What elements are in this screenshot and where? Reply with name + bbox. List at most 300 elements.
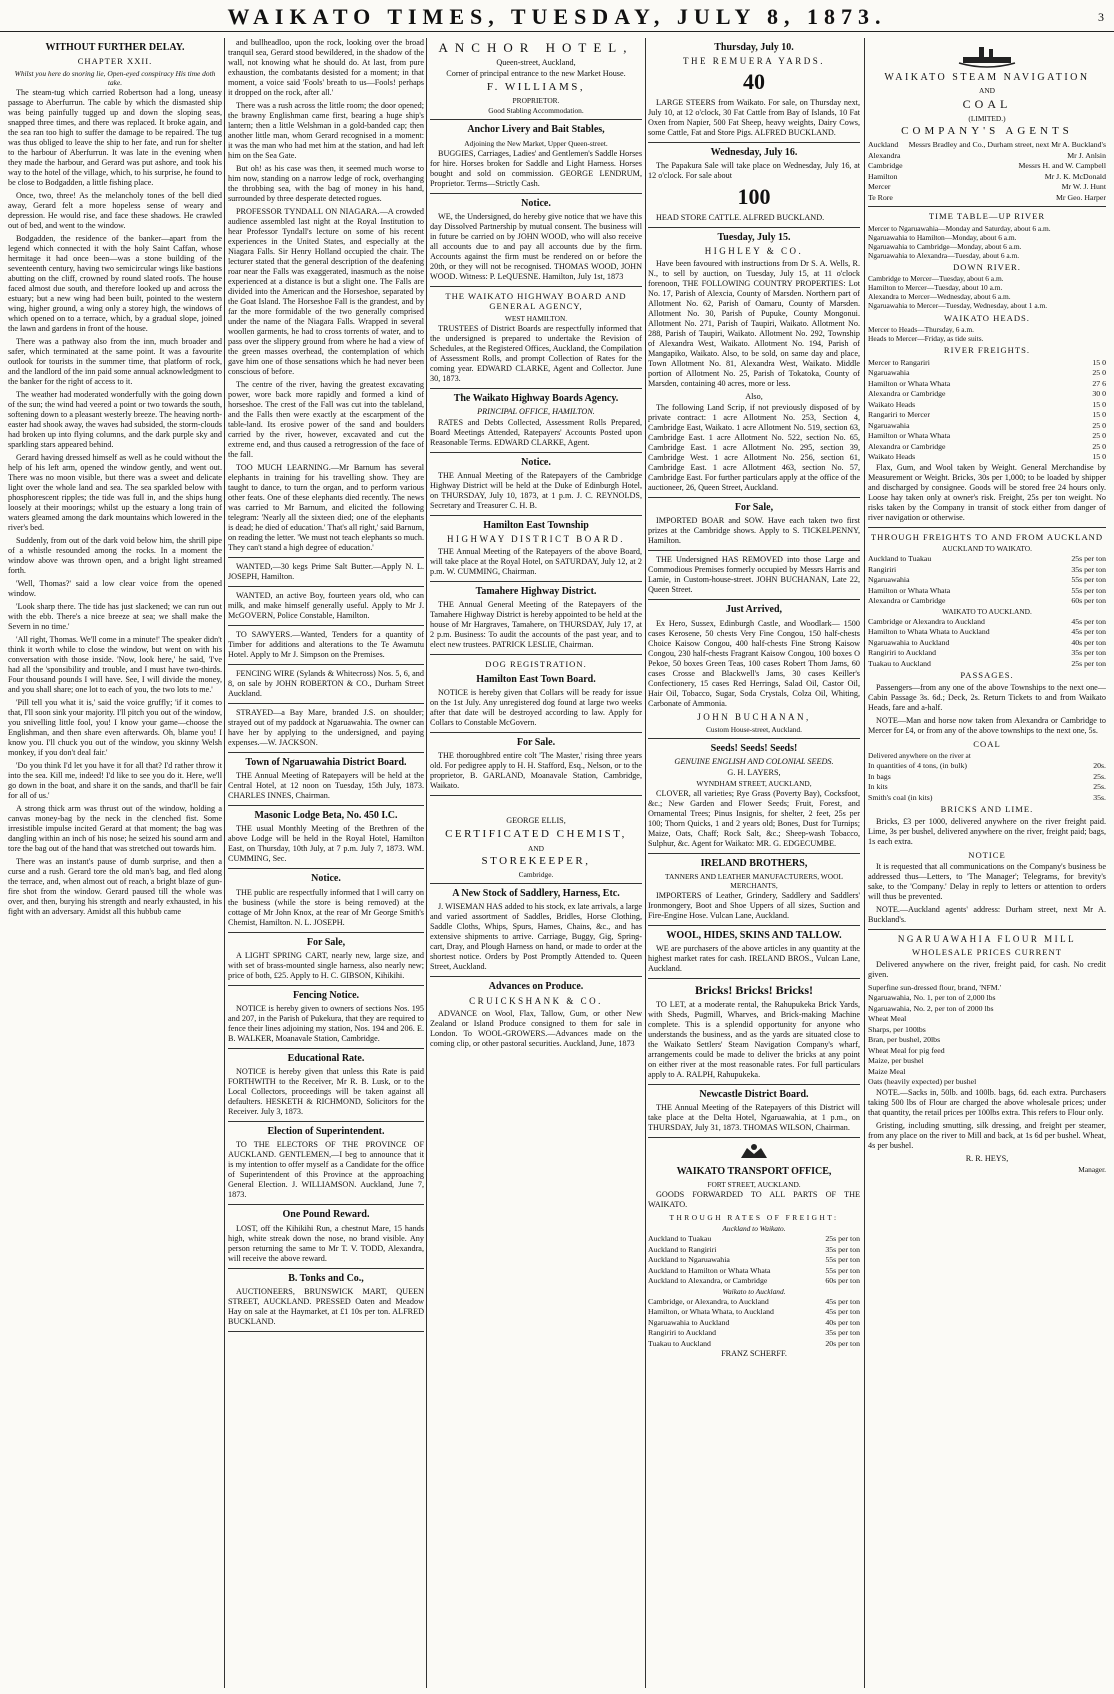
freight-row (868, 575, 1106, 585)
timetable-list (868, 325, 1106, 343)
seeds-text: CLOVER, all varieties; Rye Grass (Poverty Bay), Cocksfoot, &c.; New Garden and Flower Seeds; Fruit, Forest, and Ornamental Trees; Pinus Insignis, for shelter, 2 feet, 25s per 100; Thorn Quicks, 1 and 2 years old; Bones, Dust for Turnips; Maize, Oats, Chaff; Rock Salt, &c.; Sheep-wash Tobacco, Sulphur, &c. Agent for Waikato: MR. G. EDGECUMBE. (648, 788, 860, 848)
ad-heading: One Pound Reward. (282, 1209, 370, 1221)
divider (228, 932, 424, 933)
agent-row (868, 193, 1106, 203)
rate-row (648, 1234, 860, 1244)
rate-row (648, 1328, 860, 1338)
freight-row-value: 25 0 (1092, 368, 1106, 378)
ad-text: WANTED, an active Boy, fourteen years old, who can milk, and make himself generally useful. Apply to Mr J. McGOVERN, Police Constable, Hamilton. (228, 591, 424, 620)
flour-row (868, 1077, 1106, 1087)
rate-row-label: Auckland to Rangiriri (648, 1244, 717, 1254)
freight-row-label: Ngaruawahia (868, 420, 910, 430)
advances-firm: CRUICKSHANK & CO. (469, 995, 603, 1006)
auction-date-heading: Wednesday, July 16. (710, 146, 798, 158)
freight-row (868, 410, 1106, 420)
ad-text: TO THE ELECTORS OF THE PROVINCE OF AUCKLAND. GENTLEMEN,—I beg to announce that it is my intention to offer myself as a Candidate for the office of Superintendent of this Province at the approaching General Election. J. WILLIAMSON. Auckland, June 7, 1873. (228, 1140, 424, 1200)
divider (430, 976, 642, 977)
ad-text: THE usual Monthly Meeting of the Brethren of the above Lodge will be held in the Royal Hotel, Hamilton East, on Thursday, 10th July, at 7 p.m. July 7, 1873. WM. CUMMING, Sec. (228, 824, 424, 864)
coal-row (868, 793, 1106, 803)
agent-row (868, 140, 1106, 150)
river-freights-heading: RIVER FREIGHTS. (943, 345, 1031, 356)
freight-row-value: 25s per ton (1071, 554, 1106, 564)
freight-row-value: 60s per ton (1071, 596, 1106, 606)
ireland-text: IMPORTERS of Leather, Grindery, Saddlery and Saddlers' Ironmongery, Boot and Shoe Uppers of all sizes, Suction and Fire-Engine Hose. Vulcan Lane, Auckland. (648, 891, 860, 920)
wool-text: WE are purchasers of the above articles in any quantity at the highest market rates for cash. IRELAND BROS., Vulcan Lane, Auckland. (648, 944, 860, 974)
rate-row (648, 1307, 860, 1317)
freight-row-value: 25s per ton (1071, 658, 1106, 668)
ad-text: NOTICE is hereby given to owners of sections Nos. 195 and 207, in the Parish of Pukekura, that they are required to fence their lines adjoining my station, Nos. 194 and 206. E. B. WALKER, Moanavale Station, Cambridge. (228, 1003, 424, 1043)
freight-row-label: Alexandra or Cambridge (868, 441, 946, 451)
classified-ads-list (228, 562, 424, 1332)
ad-heading: Educational Rate. (287, 1052, 365, 1064)
freight-row-value: 15 0 (1092, 452, 1106, 462)
divider (430, 581, 642, 582)
rate-row (648, 1318, 860, 1328)
rate-row-value: 35s per ton (825, 1328, 860, 1338)
freight-row-value: 45s per ton (1071, 627, 1106, 637)
agent-row-value: Mr W. J. Hunt (1061, 182, 1106, 192)
rate-row (648, 1339, 860, 1349)
removal-notice: THE Undersigned HAS REMOVED into those Large and Commodious Premises formerly occupied by Messrs Harris and Lamie, in Custom-house-street. JOHN BUCHANAN, Late 22, Queen Street. (648, 555, 860, 595)
freight-row-label: Alexandra or Cambridge (868, 596, 946, 606)
divider (430, 732, 642, 733)
coal-row-label: In quantities of 4 tons, (in bulk) (868, 761, 967, 771)
agent-row-value: Messrs H. and W. Campbell (1018, 161, 1106, 171)
divider (228, 1204, 424, 1205)
auction-date-heading: Thursday, July 10. (714, 42, 794, 53)
for-sale-heading: For Sale, (734, 502, 774, 514)
chemist-name: GEORGE ELLIS, (506, 816, 566, 826)
story-paragraph: 'Look sharp there. The tide has just slackened; we can run out with the ebb. There's a nice breeze at sea; we shall make the Severn in no time.' (8, 601, 222, 631)
freight-row-label: Hamilton to Whata Whata to Auckland (868, 627, 990, 637)
livery-text: BUGGIES, Carriages, Ladies' and Gentlemen's Saddle Horses for hire. Horses broken for Saddle and Light Harness. Horses bought and sold on commission. GEORGE LENDRUM, Proprietor. Terms—Strictly Cash. (430, 148, 642, 188)
ad-text: STRAYED—a Bay Mare, branded J.S. on shoulder; strayed out of my paddock at Ngaruawahia. The owner can have her by applying to the undersigned, and paying expenses.—W. JACKSON. (228, 708, 424, 747)
freight-row (868, 368, 1106, 378)
freight-row (868, 421, 1106, 431)
epigraph: Whilst you here do snoring lie, Open-eyed conspiracy His time doth take. (14, 68, 216, 87)
freight-row (868, 648, 1106, 658)
freight-row-label: Waikato Heads (868, 399, 916, 409)
rate-row-label: Auckland to Alexandra, or Cambridge (648, 1276, 768, 1286)
story-paragraph: Bodgadden, the residence of the banker—apart from the legend which connected it with the holy Saint Caffan, whose hermitage it had once been—was a stone building of the seventeenth century, having two semicircular wings like bastions abutting on the cliff, crowned by round slated roofs. The house faced almost due south, and therefore looked up and across the estuary; but a new wing had been built, pointed to the western wing, higher ground, a wing only a storey high, the windows of which opened on to a terrace, which, by a gradual slope, joined the lawn and gardens in front of the house. (8, 233, 222, 333)
through-freights-heading: THROUGH FREIGHTS TO AND FROM AUCKLAND (870, 531, 1104, 542)
rate-row-value: 40s per ton (825, 1317, 860, 1327)
seeds-address: WYNDHAM STREET, AUCKLAND, (696, 778, 812, 788)
timetable-row: Ngaruawahia to Mercer—Tuesday, Wednesday, about 1 a.m. (868, 301, 1048, 311)
divider (228, 1331, 424, 1332)
freight-row-label: Hamilton or Whata Whata (868, 378, 951, 388)
divider (868, 206, 1106, 207)
masthead (0, 0, 1114, 32)
ad-text: A LIGHT SPRING CART, nearly new, large size, and with set of brass-mounted single harness, also nearly new; price of both, £25. Apply to H. C. GIBSON, Kihikihi. (228, 950, 424, 980)
divider (648, 142, 860, 143)
coal-row (868, 782, 1106, 792)
company-heading: WAIKATO STEAM NAVIGATION (884, 72, 1090, 83)
freight-row-label: Hamilton or Whata Whata (868, 585, 951, 595)
divider (430, 286, 642, 287)
freight-row (868, 638, 1106, 648)
freight-row (868, 358, 1106, 368)
freight-row-value: 55s per ton (1071, 575, 1106, 585)
agents-heading: COMPANY'S AGENTS (901, 124, 1073, 137)
ad-text: THE public are respectfully informed that I will carry on the business (while the store is being removed) at the cottage of Mr John Knox, at the rear of Mr George Smith's Chemist, Hamilton. N. L. JOSEPH. (228, 887, 424, 927)
merchant-name: JOHN BUCHANAN, (697, 711, 811, 722)
auction-text: Have been favoured with instructions from Dr S. A. Wells, R. N., to sell by auction, on Tuesday, July 15, at 11 o'clock forenoon, THE FOLLOWING COUNTRY PROPERTIES: Lot No. 17, Parish of Alexcia, County of Marsden. Northern part of Allotment No. 62, Parish of Oamaru, County of Marsden. Allotment No. 30, Parish of Pupuke, County Mongonui. Allotment No. 271, Parish of Taupiri, Waikato. Allotment No. 288, Parish of Taupiri, Waikato. Allotment No. 292, Township of Alexandra West, Waikato. Allotment No. 194, Parish of Mangapiko, Waikato. Also, to be sold, on same day and place, Town Allotment No. 81, Alexandra West, Waikato. Middle portion of Allotment No. 25, Parish of Tokatoka, County of Marsden, containing 40 acres, more or less. (648, 259, 860, 389)
agent-row (868, 161, 1106, 171)
freight-row-value: 27 6 (1092, 378, 1106, 388)
dog-heading: DOG REGISTRATION. (485, 659, 587, 670)
rate-row-label: Auckland to Ngaruawahia (648, 1255, 730, 1265)
divider (648, 1137, 860, 1138)
freight-row-value: 55s per ton (1071, 585, 1106, 595)
flour-row (868, 1067, 1106, 1077)
coal-heading: COAL (973, 738, 1001, 749)
divider (648, 497, 860, 498)
agent-row-value: Mr J. K. McDonald (1044, 171, 1106, 181)
divider (228, 985, 424, 986)
freight-row (868, 452, 1106, 462)
story-paragraph: The steam-tug which carried Robertson had a long, uneasy passage to Aberfurrun. The cable by which the dismasted ship was being painfully tugged up and down the sloping seas, snapped three times, and there was replaced. It broke again, and the sea ran too high to suffer the damage to be repaired. The tug was thus obliged to leave the ship to her fate, and run for shelter to the harbour of Aberfurrun. It was late in the evening when they made the harbour, and Gerard was put ashore, and took his way to the hotel of the village, which, to his surprise, he found to be close to Bodgadden, a little fishing place. (8, 87, 222, 187)
bricks-lime-text: Bricks, £3 per 1000, delivered anywhere on the river freight paid. Lime, 3s per bushel, delivered anywhere on the river, freight paid; bags, 1s each extra. (868, 816, 1106, 846)
transport-text: GOODS FORWARDED TO ALL PARTS OF THE WAIKATO. (648, 1190, 860, 1210)
divider (430, 119, 642, 120)
flour-row (868, 983, 1106, 993)
hotel-proprietor: PROPRIETOR. (512, 96, 560, 106)
column-1-serial-story (8, 38, 222, 1690)
notice-heading: NOTICE (968, 849, 1006, 860)
divider (648, 853, 860, 854)
flour-row (868, 1004, 1106, 1014)
manager-title: Manager. (1078, 1164, 1106, 1174)
freight-text: Flax, Gum, and Wool taken by Weight. General Merchandise by Measurement or Weight. Bricks, 30s per 1,000; to be loaded by shipper and discharged by consignee. Goods will be stored free 24 hours only. Loose hay taken only at owner's risk. Freight, 25s per ton weight. No risks taken by the Company in transit of stock either from danger of river navigation or otherwise. (868, 462, 1106, 522)
ad-text: LOST, off the Kihikihi Run, a chestnut Mare, 15 hands high, white streak down the nose, no brand visible. Any person returning the same to Mr T. V. TODD, Alexandra, will receive the above reward. (228, 1223, 424, 1263)
column-rule (224, 38, 225, 1688)
freight-row (868, 586, 1106, 596)
agent-row-label: Te Rore (868, 192, 893, 202)
rate-row-label: Tuakau to Auckland (648, 1338, 711, 1348)
merchant-address: Custom House-street, Auckland. (705, 724, 803, 734)
divider (868, 527, 1106, 528)
divider (648, 227, 860, 228)
for-sale-text: IMPORTED BOAR and SOW. Have each taken two first prizes at the Cambridge shows. Apply to S. TICKELPENNY, Hamilton. (648, 516, 860, 546)
timetable-list (868, 224, 1106, 260)
timetable-row: Mercer to Heads—Thursday, 6 a.m. (868, 324, 975, 334)
timetable-row: Mercer to Ngaruawahia—Monday and Saturday, about 6 a.m. (868, 223, 1051, 233)
flour-row-label: Maize, per bushel (868, 1056, 924, 1065)
flour-row-label: Sharps, per 100lbs (868, 1024, 926, 1034)
freight-row-label: Rangariri to Mercer (868, 410, 930, 420)
coal-row-value: 25s. (1093, 782, 1106, 792)
story-paragraph: Suddenly, from out of the dark void below him, the shrill pipe of a whistle resounded among the rocks. In a moment the window above was thrown open, and a bright light streamed forth. (8, 535, 222, 575)
column-5-steam-navigation (868, 38, 1106, 1690)
divider (228, 1121, 424, 1122)
ad-heading: Fencing Notice. (292, 989, 360, 1001)
hotel-text: Corner of principal entrance to the new Market House. (446, 68, 626, 78)
notice-text: WE, the Undersigned, do hereby give notice that we have this day Dissolved Partnership by mutual consent. The business will in future be carried on by JOHN WOOD, who will also receive all accounts due to and pay all accounts due by the firm. Accounts against the firm must be rendered on or before the 20th, or they will not be recognised. THOMAS WOOD, JOHN WOOD. Witness: P. LeQUESNE. Hamilton, July 1st, 1873 (430, 211, 642, 281)
story-paragraph: 'Do you think I'd let you have it for all that? I'd rather throw it into the sea. Kill me, indeed! I'd like to see you do it. Here, we'll go down in the boat, and share it on the sands, and that'll be fair for all of us.' (8, 760, 222, 800)
auction-text: The following Land Scrip, if not previously disposed of by private contract: 1 acre Allotment No. 253, Section 4, Cambridge East, Waikato. 1 acre Allotment No. 519, section 63, Cambridge East. 1 acre Allotment No. 522, section No. 65, Cambridge East. 1 acre Allotment No. 295, section 39, Cambridge West. 1 acre Allotment No. 256, section 61, Cambridge East. 1 acre Allotment 463, section No. 57, Cambridge East. For further particulars apply at the office of the auctioneer, 26, Queen Street, Auckland. (648, 403, 860, 493)
chemist-town: Cambridge. (518, 870, 554, 880)
agency-text: RATES and Debts Collected, Assessment Rolls Prepared, Board Meetings Attended, Ratepayers' Accounts Posted upon Reasonable Terms. EDWARD CLARKE, Agent. (430, 417, 642, 447)
freight-row-value: 15 0 (1092, 410, 1106, 420)
freight-row (868, 400, 1106, 410)
wool-heading: WOOL, HIDES, SKINS AND TALLOW. (666, 930, 842, 941)
livery-heading: Anchor Livery and Bait Stables, (467, 124, 605, 136)
flour-note: Gristing, including smutting, silk dressing, and freight per steamer, from any place on the river to Mill and back, at 1s 6d per bushel. Wheat, 4s per bushel. (868, 1120, 1106, 1150)
freight-row-label: Waikato Heads (868, 452, 916, 462)
company-subheading: COAL (962, 97, 1012, 112)
transport-signature: FRANZ SCHERFF. (721, 1349, 787, 1359)
story-paragraph: There was a pathway also from the inn, much broader and safer, which terminated at the same point. It was a favourite outlook for tourists in the summer time, that platform of rock, and the landlord of the inn paid some annual acknowledgment to the banker for the right of access to it. (8, 336, 222, 386)
ireland-heading: IRELAND BROTHERS, (700, 857, 808, 869)
freight-row (868, 431, 1106, 441)
freight-row (868, 565, 1106, 575)
rate-row-value: 35s per ton (825, 1244, 860, 1254)
rate-row-value: 45s per ton (825, 1307, 860, 1317)
agent-row (868, 172, 1106, 182)
rate-row-value: 55s per ton (825, 1265, 860, 1275)
masthead-title: WAIKATO TIMES, TUESDAY, JULY 8, 1873. (227, 4, 887, 29)
notice-heading: Notice. (521, 197, 551, 209)
for-sale-text: THE thoroughbred entire colt 'The Master,' rising three years old. For pedigree apply to H. H. Stafford, Esq., Nelson, or to the proprietor, B. GARLAND, Moanavale Station, Cambridge, Waikato. (430, 751, 642, 791)
flour-note: NOTE.—Sacks in, 50lb. and 100lb. bags, 6d. each extra. Purchasers taking 500 lbs of Flour are charged the above wholesale prices; under that quantity, the retail prices per 100lbs extra. This refers to Flour only. (868, 1087, 1106, 1117)
freight-row (868, 389, 1106, 399)
freight-row-value: 35s per ton (1071, 564, 1106, 574)
through-sub: WAIKATO TO AUCKLAND. (942, 606, 1032, 616)
freight-row-value: 30 0 (1092, 389, 1106, 399)
story-paragraph: The weather had moderated wonderfully with the going down of the sun; the wind had veered a point or two towards the south, softening down to a pleasant westerly breeze. The heaving north-easter had shook away, the waves had subsided, the storm-clouds had broken up into flying columns, and the dark purple sky and sparkling stars appeared behind. (8, 389, 222, 449)
news-item: PROFESSOR TYNDALL ON NIAGARA.—A crowded audience assembled last night at the Royal Institution to hear Professor Tyndall's lecture on some of his recent experiences in the United States, and especially at the Niagara Falls. Sir Henry Holland occupied the chair. The lecturer stated that the general description of the deafening roar near the Falls was exaggerated, inasmuch as the noise experienced at a distance is but a slight one. The Falls are divided into the American and the Horseshoe, separated by the Goat Island. The Horseshoe Fall is the grandest, and by far the more formidable of the two generally comprised under the name of the Niagara Falls. Wrapped in several woollen garments, he had to cross torrents of water, and to pass over the slippery ground from where he had a view of the green masses overhead, the contemplation of which gave him one of those sensations which he had never been conscious of before. (228, 207, 424, 376)
column-3-ads (430, 38, 642, 1690)
seeds-merchant: G. H. LAYERS, (727, 767, 781, 777)
divider (430, 883, 642, 884)
flour-mill-heading: NGARUAWAHIA FLOUR MILL (897, 934, 1077, 945)
chemist-storekeeper: STOREKEEPER, (481, 854, 591, 867)
notice-heading: Notice. (521, 456, 551, 468)
freight-row (868, 627, 1106, 637)
coal-row-label: In kits (868, 782, 888, 792)
township-heading: Hamilton East Township (483, 520, 589, 532)
flour-row (868, 1035, 1106, 1045)
coal-row (868, 761, 1106, 771)
through-sub: AUCKLAND TO WAIKATO. (942, 544, 1032, 554)
flour-row (868, 1046, 1106, 1056)
flour-row (868, 1025, 1106, 1035)
auctioneer-name: HIGHLEY & CO. (704, 246, 804, 257)
ad-text: NOTICE is hereby given that unless this Rate is paid FORTHWITH to the Receiver, Mr R. B. Lusk, or to the Local Collectors, proceedings will be taken against all defaulters. HESKETH & RICHMOND, Solicitors for the Receiver. July 3, 1873. (228, 1067, 424, 1117)
ad-heading: Election of Superintendent. (267, 1126, 385, 1138)
chapter-heading: CHAPTER XXII. (77, 56, 153, 67)
divider (228, 805, 424, 806)
rate-row (648, 1276, 860, 1286)
newcastle-text: THE Annual Meeting of the Ratepayers of this District will take place at the Delta Hotel, Ngaruawahia, at 1 p.m., on THURSDAY, July 31, 1873. THOMAS WILSON, Chairman. (648, 1103, 860, 1132)
story-paragraph: Once, two, three! As the melancholy tones of the bell died away, Gerard felt a more hopeless sense of weary and depression. He would rise, and face these shadows. He crawled out of bed, and went to the window. (8, 190, 222, 230)
timetable-row: Ngaruawahia to Cambridge—Monday, about 6 a.m. (868, 241, 1022, 251)
transport-rates-heading: THROUGH RATES OF FREIGHT: (669, 1213, 839, 1223)
page-number: 3 (1098, 10, 1104, 24)
divider (430, 193, 642, 194)
divider (648, 550, 860, 551)
ad-heading: Masonic Lodge Beta, No. 450 I.C. (254, 810, 398, 822)
news-item: The centre of the river, having the greatest excavating power, wore back more rapidly and formed a kind of horseshoe. The crest of the Fall was cut into the tableland, and the Falls then were exactly at the escarpment of the table-land. Its erosive power of the sand and boulders carried by the river, however, excavated and cut the extreme end, and thus caused a retrogression of the face of the fall. (228, 380, 424, 459)
story-paragraph: 'Well, Thomas?' said a low clear voice from the opened window. (8, 578, 222, 598)
chemist-title: CERTIFICATED CHEMIST, (445, 828, 627, 841)
divider (430, 795, 642, 796)
highway-board-sub: WEST HAMILTON. (504, 313, 568, 323)
auction-text: The Papakura Sale will take place on Wednesday, July 16, at 12 o'clock. For sale about (648, 161, 860, 181)
coal-row (868, 772, 1106, 782)
freight-row-label: Cambridge or Alexandra to Auckland (868, 616, 985, 626)
hotel-owner: F. WILLIAMS, (486, 80, 586, 93)
notice-text: It is requested that all communications on the Company's business be addressed thus—Letters, to 'The Manager'; Telegrams, for brevity's sake, to the 'Company.' Delay in reply to letters or attention to orders will thus be prevented. (868, 862, 1106, 902)
coal-row-value: 25s. (1093, 771, 1106, 781)
freight-row-value: 15 0 (1092, 357, 1106, 367)
divider (430, 388, 642, 389)
freight-row-label: Hamilton or Whata Whata (868, 431, 951, 441)
flour-mill-text: Delivered anywhere on the river, freight paid, for cash. No credit given. (868, 959, 1106, 979)
freight-table (868, 554, 1106, 606)
story-title: WITHOUT FURTHER DELAY. (45, 42, 185, 53)
agency-sub: PRINCIPAL OFFICE, HAMILTON. (477, 406, 595, 416)
ad-heading: Town of Ngaruawahia District Board. (245, 757, 407, 768)
timetable-list (868, 274, 1106, 310)
freight-row-value: 45s per ton (1071, 616, 1106, 626)
divider (430, 452, 642, 453)
just-arrived-text: Ex Hero, Sussex, Edinburgh Castle, and Woodlark— 1500 cases Kerosene, 50 chests Very Fine Congou, 150 half-chests Choice Kaisow Congou, 400 half-chests Fine Strong Kaisow Congou, 230 half-chests Fragrant Kaisow Congou, 100 boxes O Pekoe, 50 boxes Green Teas, 100 cases Robert Thom Jams, 60 cases Crosse and Blackwell's Jams, 30 cases Keiller's Confectionery, 15 cases Red Herrings, Salad Oil, Castor Oil, Hair Oil, Tobacco, Sugar, Soda Crystals, Colza Oil, Whiting, Carbonate of Ammonia. (648, 618, 860, 708)
coal-price-table (868, 761, 1106, 802)
agent-row-value: Mr J. Anlsin (1067, 150, 1106, 160)
flour-row (868, 1014, 1106, 1024)
company-limited: (LIMITED.) (968, 113, 1006, 123)
note-text: NOTE.—Auckland agents' address: Durham street, next Mr A. Buckland's. (868, 905, 1106, 925)
agent-row (868, 151, 1106, 161)
flour-row-label: Superfine sun-dressed flour, brand, 'NFM.' (868, 982, 1002, 992)
timetable-row: Heads to Mercer—Friday, as tide suits. (868, 334, 984, 344)
ad-heading: Notice. (311, 873, 341, 885)
passages-text: Passengers—from any one of the above Townships to the next one—Cabin Passage 3s. 6d.; Deck, 2s. Return Tickets to and from Waikato Heads, fare and a-half. (868, 682, 1106, 712)
notice-text: THE Annual Meeting of the Ratepayers of the Cambridge Highway District will be held at the Duke of Edinburgh Hotel, on THURSDAY, July 10, 1873, at 1 p.m. J. C. REYNOLDS, Secretary and Treasurer C. H. B. (430, 471, 642, 511)
divider (228, 586, 424, 587)
timetable-row: Alexandra to Mercer—Wednesday, about 6 a.m. (868, 292, 1011, 302)
newcastle-heading: Newcastle District Board. (699, 1088, 809, 1100)
coat-of-arms-icon (737, 1142, 771, 1162)
waikato-heads-heading: WAIKATO HEADS. (944, 312, 1030, 323)
ad-heading: B. Tonks and Co., (288, 1272, 364, 1284)
freight-row-label: Mercer to Rangariri (868, 357, 930, 367)
divider (868, 929, 1106, 930)
seeds-heading: Seeds! Seeds! Seeds! (710, 742, 798, 754)
freight-row (868, 379, 1106, 389)
divider (228, 1268, 424, 1269)
ad-text: TO SAWYERS.—Wanted, Tenders for a quantity of Timber for additions and alterations to the Te Awamutu Hotel. Apply to Mr J. Simpson on the Premises. (228, 630, 424, 659)
rate-row-label: Auckland to Hamilton or Whata Whata (648, 1265, 771, 1275)
dog-text: NOTICE is hereby given that Collars will be ready for issue on the 1st July. Any unregistered dog found at large two weeks after that date will be destroyed according to law. Apply for Collars to Constable McGovern. (430, 688, 642, 728)
township-text: THE Annual Meeting of the Ratepayers of the above Board, will take place at the Royal Hotel, on SATURDAY, July 12, at 2 p.m. W. CUMMING, Chairman. (430, 547, 642, 577)
flour-row-label: Oats (heavily expected) per bushel (868, 1077, 977, 1086)
timetable-row: Ngaruawahia to Hamilton—Monday, about 6 a.m. (868, 232, 1017, 242)
timetable-row: Hamilton to Mercer—Tuesday, about 10 a.m. (868, 283, 1003, 293)
coal-row-value: 20s. (1093, 761, 1106, 771)
auction-date-heading: Tuesday, July 15. (717, 232, 791, 243)
rate-row-value: 60s per ton (825, 1276, 860, 1286)
coal-row-value: 35s. (1093, 792, 1106, 802)
agent-row-label: Auckland (868, 140, 899, 150)
news-item: TOO MUCH LEARNING.—Mr Barnum has several elephants in training for his travelling show. They are taught to dance, to turn the organ, and to perform various other feats. One of these elephants died recently. The news was carried to Mr Barnum, and elicited the following telegram: 'Nearly all the sixteen died; one of the elephants is dead; he died of education.' That's all right,' said Barnum, on reading the letter. 'We must not teach elephants so much. They can't stand a high degree of education.' (228, 463, 424, 552)
timetable-row: Cambridge to Mercer—Tuesday, about 6 a.m. (868, 274, 1004, 284)
divider (228, 752, 424, 753)
divider (228, 664, 424, 665)
divider (430, 654, 642, 655)
column-4-auctions (648, 38, 860, 1690)
freight-row (868, 596, 1106, 606)
transport-subheading: Auckland to Waikato. (722, 1224, 786, 1234)
freight-row-label: Ngaruawahia to Auckland (868, 637, 950, 647)
agent-row-label: Cambridge (868, 161, 903, 171)
township-sub: HIGHWAY DISTRICT BOARD. (447, 534, 625, 545)
flour-row-label: Wheat Meal (868, 1014, 907, 1023)
freight-row-value: 25 0 (1092, 441, 1106, 451)
highway-board-heading: THE WAIKATO HIGHWAY BOARD AND GENERAL AGENCY, (445, 290, 627, 312)
rate-row-label: Auckland to Tuakau (648, 1234, 712, 1244)
down-river-heading: DOWN RIVER. (953, 261, 1021, 272)
story-paragraph: There was a rush across the little room; the door opened; the brawny Englishman came first, bearing a huge ship's lantern; then a little Welshman in a gold-banded cap; then another little man, whom Gerard recognised in a moment: it was the man who had met him at the station, and had left him on the Sea Gate. (228, 101, 424, 160)
agent-row-label: Mercer (868, 182, 891, 192)
freight-row-value: 35s per ton (1071, 648, 1106, 658)
ad-text: WANTED,—30 kegs Prime Salt Butter.—Apply N. L. JOSEPH, Hamilton. (228, 562, 424, 581)
divider (228, 1048, 424, 1049)
transport-subheading: Waikato to Auckland. (722, 1286, 786, 1296)
ad-text: FENCING WIRE (Sylands & Whitecross) Nos. 5, 6, and 8, on sale by JOHN ROBERTON & CO., Durham Street Auckland. (228, 669, 424, 698)
advances-heading: Advances on Produce. (488, 981, 584, 993)
freight-row-label: Auckland to Tuakau (868, 554, 932, 564)
advances-text: ADVANCE on Wool, Flax, Tallow, Gum, or other New Zealand or Island Produce consigned to them for sale in London. To WOOL-GROWERS.—Advances made on the coming clip, or other pastoral securities. Auckland, June, 1873 (430, 1008, 642, 1048)
freight-row (868, 554, 1106, 564)
rate-row (648, 1245, 860, 1255)
ad-text: THE Annual Meeting of Ratepayers will be held at the Central Hotel, at 12 noon on Tuesday, 15th July, 1873. CHARLES INNES, Chairman. (228, 771, 424, 801)
flour-mill-sub: WHOLESALE PRICES CURRENT (911, 947, 1063, 958)
story-paragraph: Gerard having dressed himself as well as he could without the help of his left arm, opened the window gently, and went out. There was no moon visible, but there was a sweet and delicate light over the whole land and sea. The sea sparkled below with phosphorescent ripples; the tide was full in, and the ships hung loosely at their moorings; whilst up the estuary a long train of waters gleamed among the dark mountains which lowered in the river's bed. (8, 452, 222, 532)
freight-row-label: Rangiriri to Auckland (868, 648, 936, 658)
story-paragraph: There was an instant's pause of dumb surprise, and then a curse and a rush. Gerard tore the old man's bag, and fled along the terrace, and, when almost out of reach, a bright blaze of gun-fire shot from the window. Gerard paused till the whole was over, and then, burying his strength and nearly exhausted, in his fight with an adversary. Amidst all this hubbub came (8, 856, 222, 916)
hotel-address: Queen-street, Auckland, (496, 57, 576, 67)
divider (228, 703, 424, 704)
flour-row (868, 1056, 1106, 1066)
freight-table (868, 358, 1106, 462)
flour-row-label: Maize Meal (868, 1066, 906, 1076)
divider (228, 625, 424, 626)
rate-row-value: 45s per ton (825, 1296, 860, 1306)
column-2-news-and-ads (228, 38, 424, 1690)
passages-heading: PASSAGES. (960, 670, 1014, 681)
flour-row-label: Wheat Meal for pig feed (868, 1045, 945, 1055)
bricks-lime-heading: BRICKS AND LIME. (940, 804, 1034, 815)
column-rule (864, 38, 865, 1688)
divider (648, 1084, 860, 1085)
timetable-row: Ngaruawahia to Alexandra—Tuesday, about 6 a.m. (868, 250, 1020, 260)
tamahere-heading: Tamahere Highway District. (475, 586, 597, 598)
auction-count: 100 (737, 184, 771, 210)
freight-row-value: 25 0 (1092, 431, 1106, 441)
flour-price-table (868, 983, 1106, 1087)
hotel-heading: ANCHOR HOTEL, (438, 40, 634, 55)
bricks-heading: Bricks! Bricks! Bricks! (695, 983, 813, 998)
rate-row-label: Ngaruawahia to Auckland (648, 1317, 730, 1327)
agent-row-value: Messrs Bradley and Co., Durham street, next Mr A. Buckland's (908, 140, 1106, 150)
steamer-icon (957, 41, 1017, 69)
rate-row-value: 25s per ton (825, 1234, 860, 1244)
rate-row-label: Rangiriri to Auckland (648, 1328, 716, 1338)
rate-row-label: Hamilton, or Whata Whata, to Auckland (648, 1307, 774, 1317)
